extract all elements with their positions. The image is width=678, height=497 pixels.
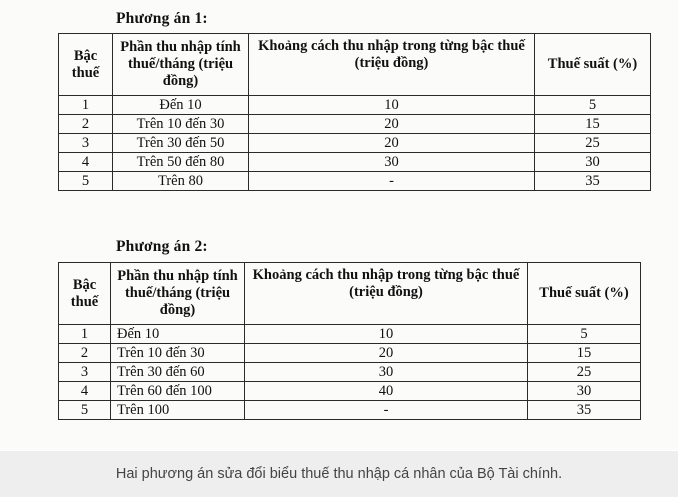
header-income-gap: Khoảng cách thu nhập trong từng bậc thuế (triệu đồng) bbox=[245, 263, 528, 325]
table-row bbox=[59, 363, 641, 382]
tier-cell: 2 bbox=[59, 344, 111, 363]
income-band-cell: Đến 10 bbox=[111, 325, 245, 344]
income-gap-cell: 20 bbox=[249, 115, 535, 134]
income-gap-cell: 10 bbox=[245, 325, 528, 344]
income-gap-cell: - bbox=[249, 172, 535, 191]
income-band-cell: Trên 60 đến 100 bbox=[111, 382, 245, 401]
tax-rate-cell: 30 bbox=[535, 153, 651, 172]
table-header-row bbox=[59, 34, 651, 96]
table-row bbox=[59, 115, 651, 134]
table-row bbox=[59, 325, 641, 344]
tax-rate-cell: 5 bbox=[535, 96, 651, 115]
income-gap-cell: 10 bbox=[249, 96, 535, 115]
tier-cell: 5 bbox=[59, 172, 113, 191]
tax-rate-cell: 5 bbox=[528, 325, 641, 344]
header-tier: Bậc thuế bbox=[59, 263, 111, 325]
header-tax-rate: Thuế suất (%) bbox=[528, 263, 641, 325]
income-band-cell: Trên 30 đến 50 bbox=[113, 134, 249, 153]
income-gap-cell: - bbox=[245, 401, 528, 420]
tax-rate-cell: 15 bbox=[528, 344, 641, 363]
table-row bbox=[59, 344, 641, 363]
table-row bbox=[59, 153, 651, 172]
table-row bbox=[59, 172, 651, 191]
tax-rate-cell: 25 bbox=[528, 363, 641, 382]
income-gap-cell: 30 bbox=[245, 363, 528, 382]
header-taxable-income: Phần thu nhập tính thuế/tháng (triệu đồng) bbox=[113, 34, 249, 96]
table-row bbox=[59, 134, 651, 153]
tier-cell: 1 bbox=[59, 96, 113, 115]
income-band-cell: Trên 10 đến 30 bbox=[111, 344, 245, 363]
option-1-tax-table bbox=[58, 33, 651, 191]
income-gap-cell: 30 bbox=[249, 153, 535, 172]
header-income-gap: Khoảng cách thu nhập trong từng bậc thuế (triệu đồng) bbox=[249, 34, 535, 96]
option-2-heading: Phương án 2: bbox=[116, 238, 208, 255]
income-band-cell: Trên 30 đến 60 bbox=[111, 363, 245, 382]
table-header-row bbox=[59, 263, 641, 325]
income-band-cell: Trên 80 bbox=[113, 172, 249, 191]
tax-rate-cell: 30 bbox=[528, 382, 641, 401]
table-row bbox=[59, 382, 641, 401]
income-band-cell: Đến 10 bbox=[113, 96, 249, 115]
tier-cell: 3 bbox=[59, 134, 113, 153]
tier-cell: 3 bbox=[59, 363, 111, 382]
income-band-cell: Trên 10 đến 30 bbox=[113, 115, 249, 134]
income-band-cell: Trên 50 đến 80 bbox=[113, 153, 249, 172]
tier-cell: 4 bbox=[59, 153, 113, 172]
tier-cell: 4 bbox=[59, 382, 111, 401]
income-gap-cell: 20 bbox=[245, 344, 528, 363]
header-tax-rate: Thuế suất (%) bbox=[535, 34, 651, 96]
option-2-tax-table bbox=[58, 262, 641, 420]
header-tier: Bậc thuế bbox=[59, 34, 113, 96]
income-gap-cell: 40 bbox=[245, 382, 528, 401]
table-row bbox=[59, 401, 641, 420]
image-caption: Hai phương án sửa đổi biểu thuế thu nhập cá nhân của Bộ Tài chính. bbox=[0, 451, 678, 497]
table-row bbox=[59, 96, 651, 115]
tax-rate-cell: 15 bbox=[535, 115, 651, 134]
tax-rate-cell: 25 bbox=[535, 134, 651, 153]
header-taxable-income: Phần thu nhập tính thuế/tháng (triệu đồng) bbox=[111, 263, 245, 325]
tax-rate-cell: 35 bbox=[528, 401, 641, 420]
income-gap-cell: 20 bbox=[249, 134, 535, 153]
tier-cell: 1 bbox=[59, 325, 111, 344]
tier-cell: 2 bbox=[59, 115, 113, 134]
tier-cell: 5 bbox=[59, 401, 111, 420]
tax-rate-cell: 35 bbox=[535, 172, 651, 191]
option-1-heading: Phương án 1: bbox=[116, 10, 208, 27]
income-band-cell: Trên 100 bbox=[111, 401, 245, 420]
